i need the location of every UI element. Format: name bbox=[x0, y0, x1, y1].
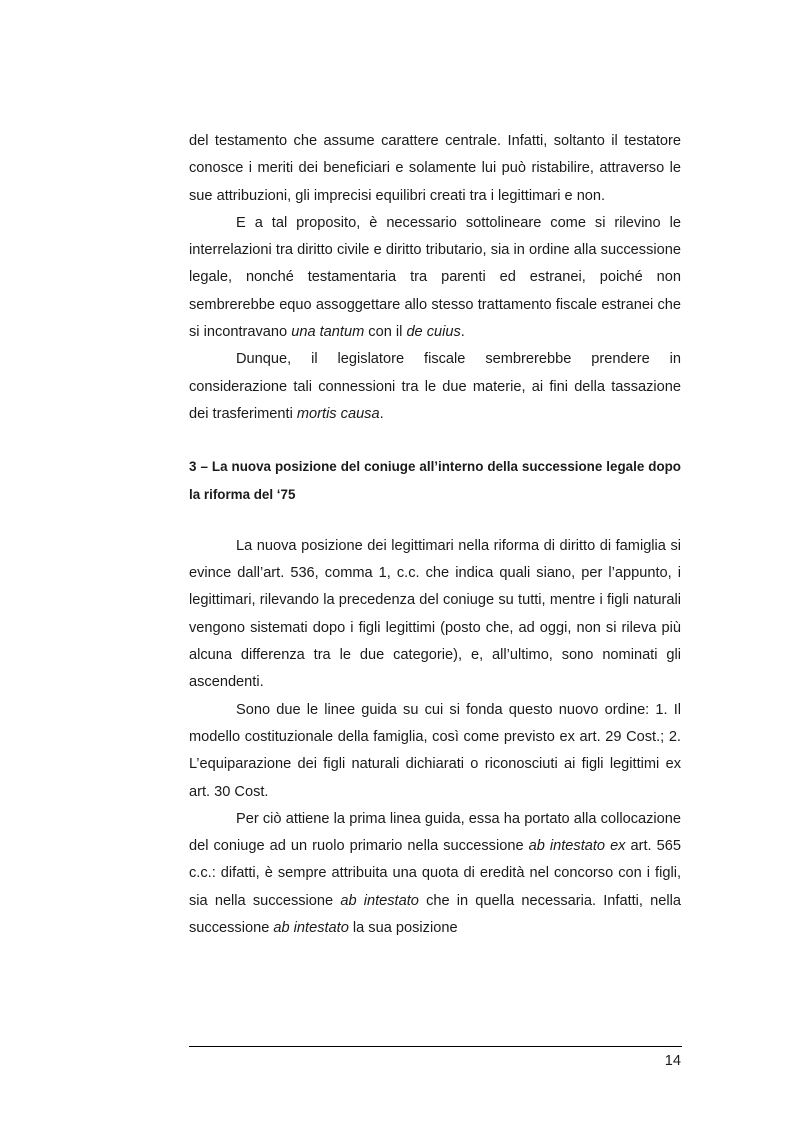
paragraph-text: Per ciò attiene la prima linea guida, essa ha portato alla collocazione del coniuge ad un ruolo primario nella successione bbox=[189, 810, 681, 855]
paragraph-legislatore bbox=[189, 346, 681, 428]
section-heading: 3 – La nuova posizione del coniuge all’interno della successione legale dopo la riforma del ‘75 bbox=[189, 459, 681, 502]
paragraph-linee-guida bbox=[189, 697, 681, 806]
paragraph-prima-linea bbox=[189, 806, 681, 942]
page-number: 14 bbox=[664, 1053, 681, 1069]
paragraph-legittimari bbox=[189, 533, 681, 697]
paragraph-text: art. 565 c.c.: difatti, è sempre attribuita una quota di eredità nel concorso con i figli, sia nella successione bbox=[189, 838, 681, 909]
paragraph-text: . bbox=[379, 405, 384, 422]
italic-term: mortis causa bbox=[296, 405, 380, 422]
paragraph-text: Sono due le linee guida su cui si fonda questo nuovo ordine: 1. Il modello costituzionale della famiglia, così come previsto ex art. 29 Cost.; 2. L’equiparazione dei figli naturali dichiarati o riconosciuti ai figli legittimi ex art. 30 Cost. bbox=[189, 701, 681, 800]
italic-term: ab intestato ex bbox=[528, 838, 626, 855]
paragraph-text: La nuova posizione dei legittimari nella riforma di diritto di famiglia si evince dall’art. 536, comma 1, c.c. che indica quali siano, per l’appunto, i legittimari, rilevando la precedenza del coniuge su tutti, mentre i figli naturali vengono sistemati dopo i figli legittimi (posto che, ad oggi, non si rileva più alcuna differenza tra le due categorie), e, all’ultimo, sono nominati gli ascendenti. bbox=[189, 537, 681, 691]
spacer bbox=[189, 428, 681, 453]
paragraph-text: con il bbox=[364, 324, 407, 341]
italic-term: una tantum bbox=[291, 324, 365, 341]
document-body bbox=[189, 128, 681, 942]
paragraph-text: la sua posizione bbox=[348, 920, 458, 937]
italic-term: ab intestato bbox=[340, 892, 419, 909]
paragraph-text: che in quella necessaria. Infatti, nella successione bbox=[189, 892, 681, 937]
paragraph-testamento bbox=[189, 128, 681, 210]
spacer bbox=[189, 508, 681, 533]
paragraph-text: . bbox=[460, 324, 465, 341]
footer-divider bbox=[189, 1046, 682, 1047]
italic-term: ab intestato bbox=[273, 920, 349, 937]
paragraph-text: Dunque, il legislatore fiscale sembrerebbe prendere in considerazione tali connessioni tra le due materie, ai fini della tassazione dei trasferimenti bbox=[189, 351, 681, 422]
paragraph-text: del testamento che assume carattere centrale. Infatti, soltanto il testatore conosce i meriti dei beneficiari e solamente lui può ristabilire, attraverso le sue attribuzioni, gli imprecisi equilibri creati tra i legittimari e non. bbox=[189, 133, 681, 204]
paragraph-interrelazioni bbox=[189, 210, 681, 346]
paragraph-text: E a tal proposito, è necessario sottolineare come si rilevino le interrelazioni tra diritto civile e diritto tributario, sia in ordine alla successione legale, nonché testamentaria tra parenti ed estranei, poiché non sembrerebbe equo assoggettare allo stesso trattamento fiscale estranei che si incontravano bbox=[189, 214, 681, 341]
italic-term: de cuius bbox=[406, 324, 461, 341]
